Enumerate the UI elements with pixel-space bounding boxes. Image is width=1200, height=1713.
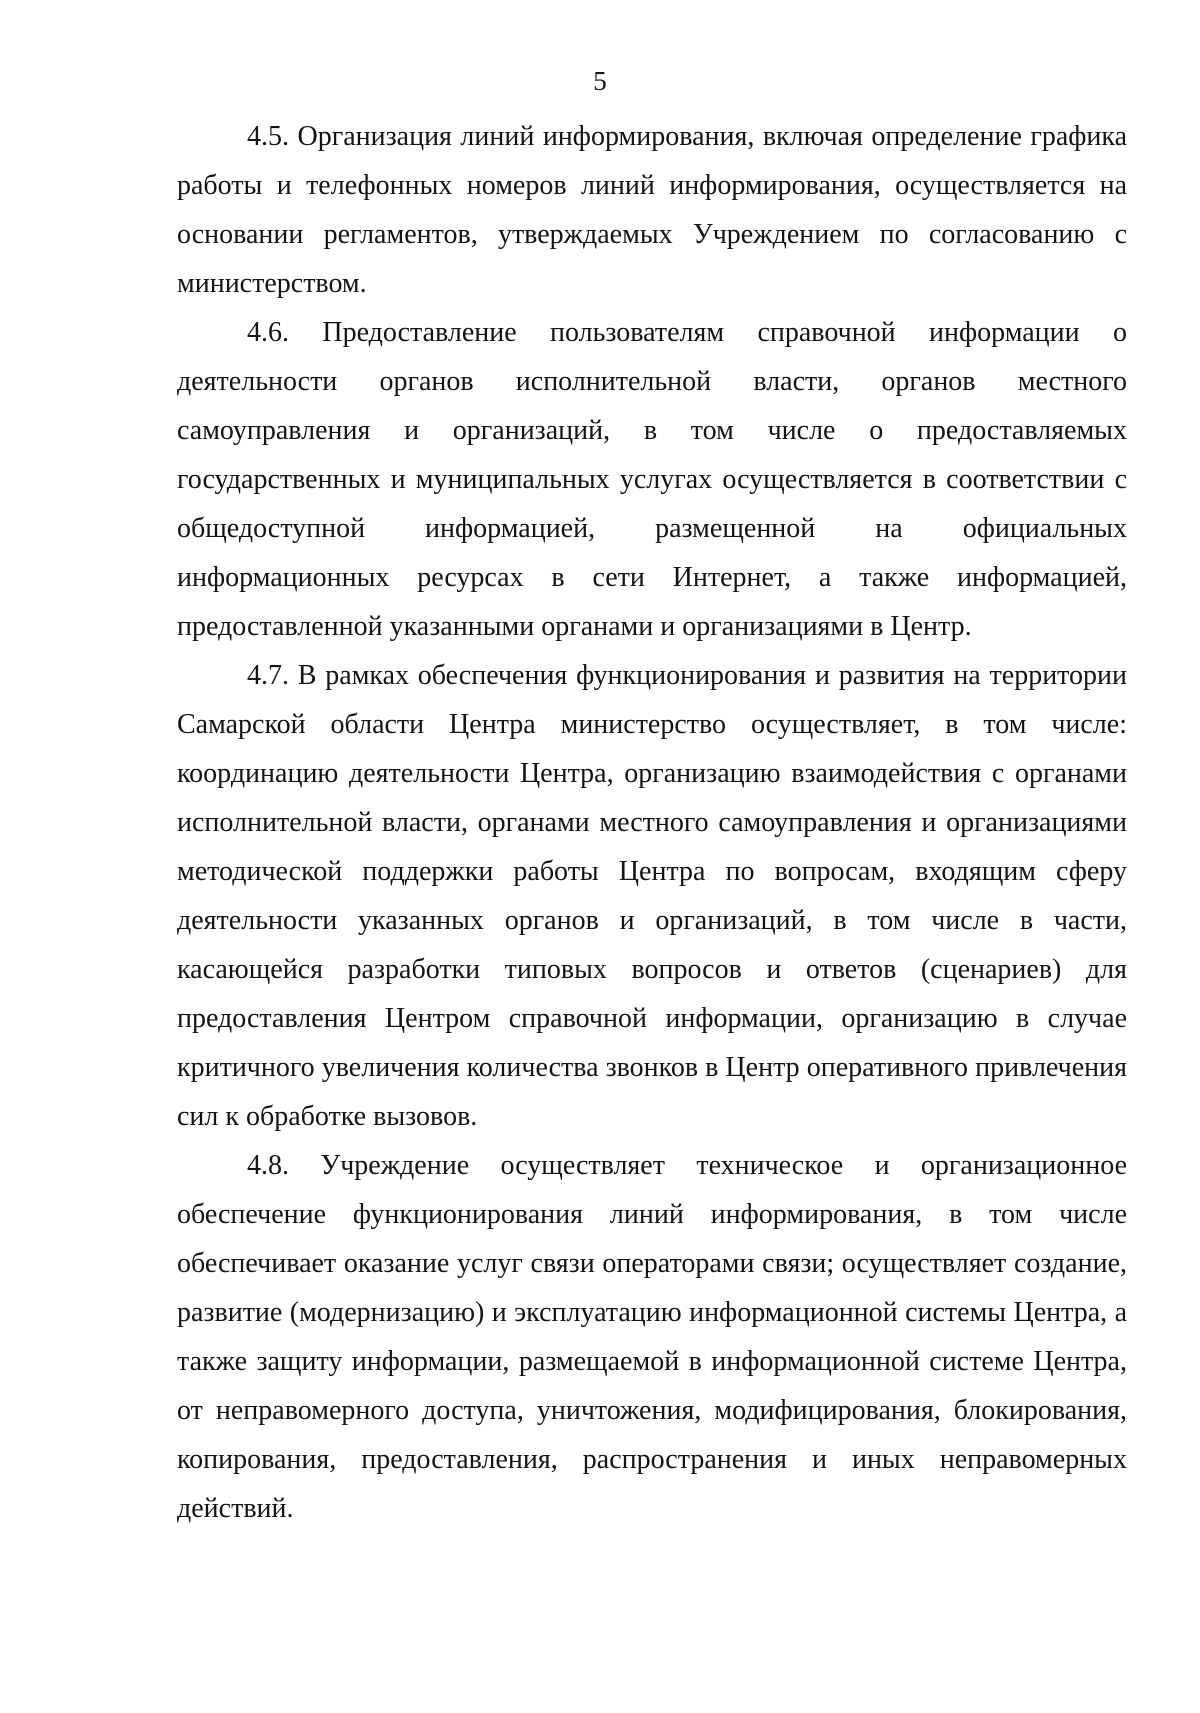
paragraph-text: В рамках обеспечения функционирования и развития на территории Самарской области Центра министерство осуществляет, в том числе: координацию деятельности Центра, организацию взаимодействия с органами исполнительной власти, органами местного самоуправления и организациями методической поддержки работы Центра по вопросам, входящим сферу деятельности указанных органов и организаций, в том числе в части, касающейся разработки типовых вопросов и ответов (сценариев) для предоставления Центром справочной информации, организацию в случае критичного увеличения количества звонков в Центр оперативного привлечения сил к обработке вызовов. — [177, 660, 1128, 1132]
page-number: 5 — [593, 66, 607, 96]
document-body — [177, 112, 1127, 1533]
paragraph-text: Предоставление пользователям справочной информации о деятельности органов исполнительной власти, органов местного самоуправления и организаций, в том числе о предоставляемых государственных и муниципальных услугах осуществляется в соответствии с общедоступной информацией, размещенной на официальных информационных ресурсах в сети Интернет, а также информацией, предоставленной указанными органами и организациями в Центр. — [177, 317, 1128, 642]
paragraph-number: 4.5. — [247, 121, 289, 152]
paragraph-4-7 — [177, 651, 1127, 1141]
paragraph-text: Учреждение осуществляет техническое и организационное обеспечение функционирования линий информирования, в том числе обеспечивает оказание услуг связи операторами связи; осуществляет создание, развитие (модернизацию) и эксплуатацию информационной системы Центра, а также защиту информации, размещаемой в информационной системе Центра, от неправомерного доступа, уничтожения, модифицирования, блокирования, копирования, предоставления, распространения и иных неправомерных действий. — [177, 1150, 1127, 1524]
paragraph-number: 4.6. — [247, 317, 289, 348]
paragraph-number: 4.7. — [247, 660, 289, 691]
paragraph-4-5 — [177, 112, 1127, 308]
paragraph-4-8 — [177, 1141, 1127, 1533]
paragraph-text: Организация линий информирования, включая определение графика работы и телефонных номеров линий информирования, осуществляется на основании регламентов, утверждаемых Учреждением по согласованию с министерством. — [177, 121, 1128, 299]
paragraph-4-6 — [177, 308, 1127, 651]
paragraph-number: 4.8. — [247, 1150, 289, 1181]
